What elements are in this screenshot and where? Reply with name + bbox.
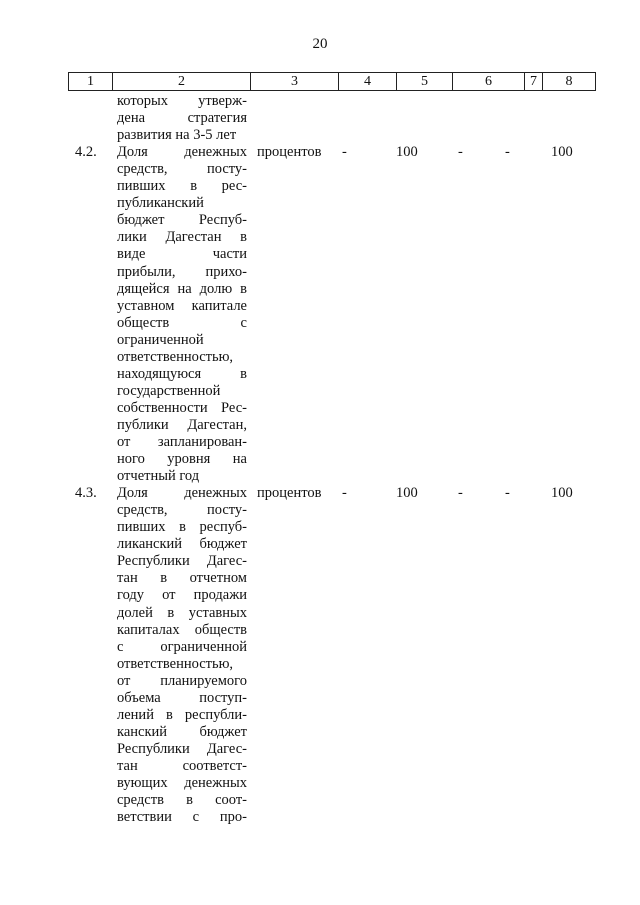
description-line: ветствии с про- — [117, 809, 247, 826]
description-line: бюджет Респуб- — [117, 212, 247, 229]
value-col-7: - — [505, 485, 510, 502]
description-line: ответственностью, — [117, 348, 234, 365]
header-col-8: 8 — [565, 74, 573, 89]
description-line: ликанский бюджет — [117, 536, 247, 553]
description-line: Доля денежных — [117, 144, 247, 161]
value-col-4: - — [342, 144, 347, 161]
description-line: государственной — [117, 382, 221, 399]
value-col-4: - — [342, 485, 347, 502]
header-col-5: 5 — [397, 73, 453, 90]
value-col-7: - — [505, 144, 510, 161]
row-number: 4.3. — [75, 485, 97, 502]
header-col-3: 3 — [251, 73, 339, 90]
value-col-5: 100 — [396, 144, 418, 161]
description-line: лений в республи- — [117, 706, 247, 723]
row-number: 4.2. — [75, 144, 97, 161]
description-line: канский бюджет — [117, 723, 247, 740]
value-col-8: 100 — [551, 485, 573, 502]
value-col-6: - — [458, 485, 463, 502]
description-line: которых утверж- — [117, 93, 247, 109]
description-line: объема поступ- — [117, 689, 247, 706]
value-col-6: - — [458, 144, 463, 161]
header-col-1: 1 — [69, 73, 113, 90]
description-line: средств, посту- — [117, 502, 247, 519]
description-line: пивших в рес- — [117, 178, 247, 195]
description-line: обществ с — [117, 314, 247, 331]
description-line: виде части — [117, 246, 247, 263]
header-col-4: 4 — [339, 73, 397, 90]
description-line: дящейся на долю в — [117, 280, 247, 297]
unit-cell: процентов — [257, 485, 322, 502]
description-line: средств, посту- — [117, 161, 247, 178]
description-line: находящуюся в — [117, 365, 247, 382]
description-line: развития на 3-5 лет — [117, 127, 237, 144]
description-line: Доля денежных — [117, 485, 247, 502]
description-line: вующих денежных — [117, 775, 247, 791]
value-col-5: 100 — [396, 485, 418, 502]
unit-cell: процентов — [257, 144, 322, 161]
description-line: ограниченной — [117, 331, 204, 348]
description-line: долей в уставных — [117, 604, 247, 621]
description-line: с ограниченной — [117, 638, 247, 655]
description-line: Республики Дагес- — [117, 553, 247, 570]
description-line: собственности Рес- — [117, 399, 247, 416]
description-line: капиталах обществ — [117, 621, 247, 638]
header-col-2: 2 — [113, 73, 251, 90]
description-line: тан соответст- — [117, 757, 247, 774]
description-line: тан в отчетном — [117, 570, 247, 587]
description-line: ного уровня на — [117, 451, 247, 468]
header-col-6: 6 — [453, 73, 525, 90]
description-line: прибыли, прихо- — [117, 263, 247, 280]
description-line: году от продажи — [117, 587, 247, 604]
description-line: публики Дагестан, — [117, 416, 247, 433]
description-line: пивших в респуб- — [117, 519, 247, 536]
description-line: от планируемого — [117, 672, 247, 689]
description-line: ответственностью, — [117, 655, 234, 672]
description-line: уставном капитале — [117, 297, 247, 314]
description-line: публиканский — [117, 195, 204, 212]
description-line: дена стратегия — [117, 110, 247, 127]
description-line: от запланирован- — [117, 434, 247, 450]
header-col-7: 7 — [525, 73, 543, 90]
description-line: средств в соот- — [117, 792, 247, 809]
table-header — [68, 72, 596, 91]
description-line: отчетный год — [117, 468, 200, 485]
description-line: Республики Дагес- — [117, 740, 247, 757]
value-col-8: 100 — [551, 144, 573, 161]
page-number: 20 — [312, 36, 328, 52]
description-line: лики Дагестан в — [117, 229, 247, 246]
